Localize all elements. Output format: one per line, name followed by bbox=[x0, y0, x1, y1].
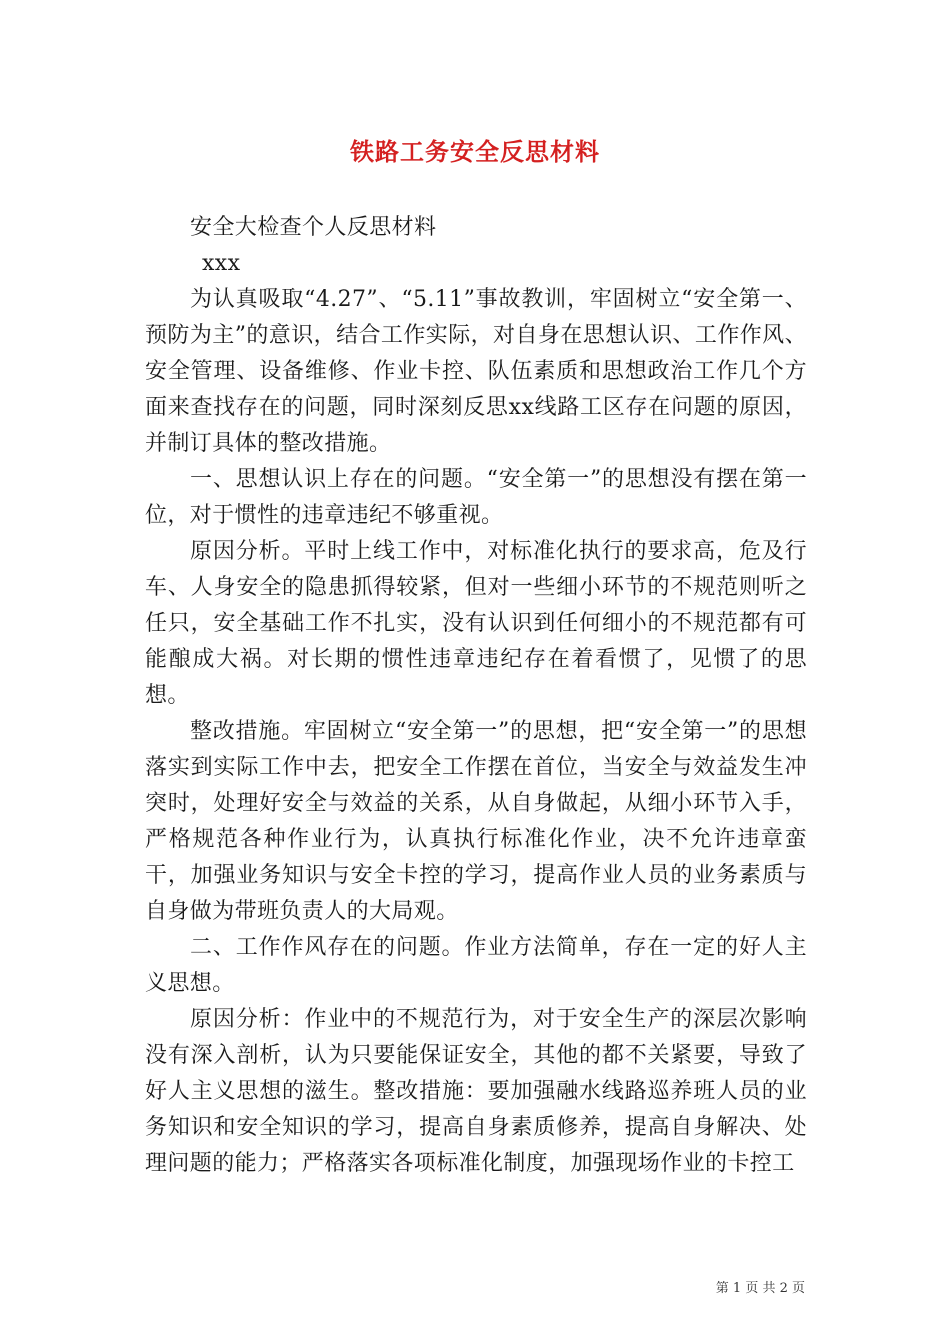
document-body bbox=[145, 210, 807, 1182]
paragraph-intro: 为认真吸取“4.27”、“5.11”事故教训，牢固树立“安全第一、预防为主”的意识，结合工作实际，对自身在思想认识、工作作风、安全管理、设备维修、作业卡控、队伍素质和思想政治工作几个方面来查找存在的问题，同时深刻反思xx线路工区存在问题的原因，并制订具体的整改措施。 bbox=[145, 287, 807, 456]
paragraph-section-1: 一、思想认识上存在的问题。“安全第一”的思想没有摆在第一位，对于惯性的违章违纪不够重视。 bbox=[145, 467, 807, 528]
document-author: xxx bbox=[202, 251, 241, 276]
paragraph-measures-1: 整改措施。牢固树立“安全第一”的思想，把“安全第一”的思想落实到实际工作中去，把安全工作摆在首位，当安全与效益发生冲突时，处理好安全与效益的关系，从自身做起，从细小环节入手，严格规范各种作业行为，认真执行标准化作业，决不允许违章蛮干，加强业务知识与安全卡控的学习，提高作业人员的业务素质与自身做为带班负责人的大局观。 bbox=[145, 719, 807, 924]
document-title: 铁路工务安全反思材料 bbox=[350, 137, 600, 166]
document-subtitle: 安全大检查个人反思材料 bbox=[190, 215, 437, 240]
paragraph-section-2: 二、工作作风存在的问题。作业方法简单，存在一定的好人主义思想。 bbox=[145, 935, 807, 996]
paragraph-analysis-2: 原因分析：作业中的不规范行为，对于安全生产的深层次影响没有深入剖析，认为只要能保证安全，其他的都不关紧要，导致了好人主义思想的滋生。整改措施：要加强融水线路巡养班人员的业务知识和安全知识的学习，提高自身素质修养，提高自身解决、处理问题的能力；严格落实各项标准化制度，加强现场作业的卡控工 bbox=[145, 1007, 807, 1176]
paragraph-analysis-1: 原因分析。平时上线工作中，对标准化执行的要求高，危及行车、人身安全的隐患抓得较紧，但对一些细小环节的不规范则听之任只，安全基础工作不扎实，没有认识到任何细小的不规范都有可能酿成大祸。对长期的惯性违章违纪存在着看惯了，见惯了的思想。 bbox=[145, 539, 807, 708]
page-number: 第 1 页 共 2 页 bbox=[715, 1281, 805, 1296]
